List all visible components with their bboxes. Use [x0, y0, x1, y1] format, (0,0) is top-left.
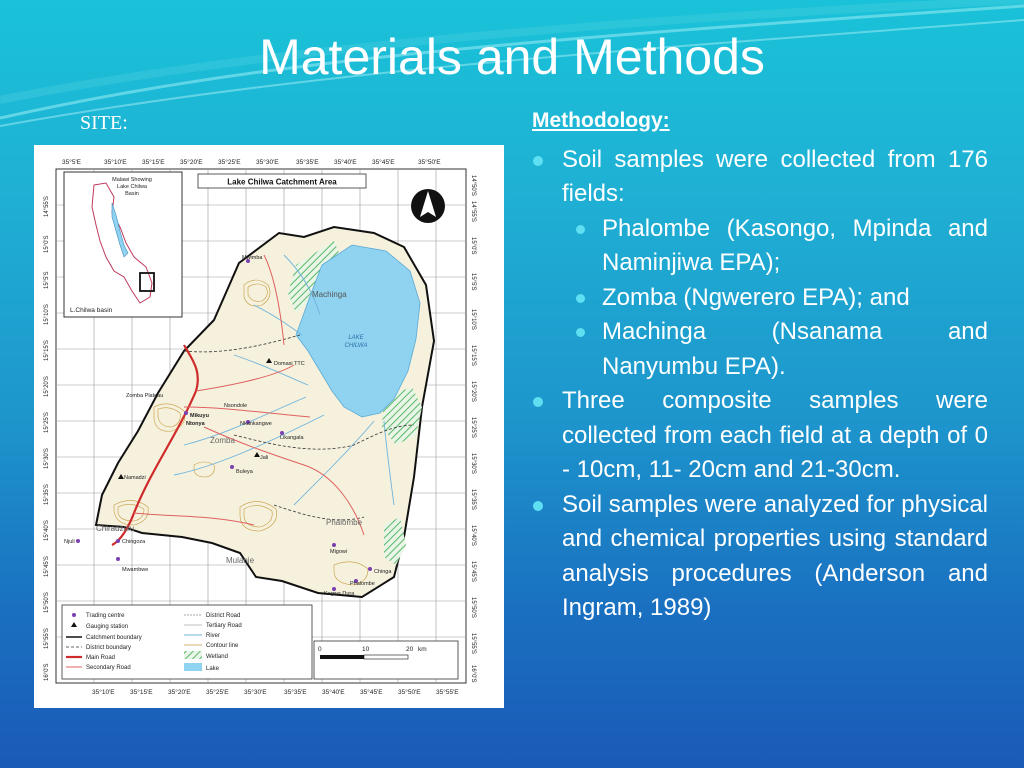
svg-text:15°15'S: 15°15'S	[470, 345, 476, 366]
svg-text:35°20'E: 35°20'E	[168, 689, 191, 696]
svg-text:15°10'S: 15°10'S	[44, 304, 50, 325]
bullet-text: Soil samples were analyzed for physical and chemical properties using standard analysis procedures (Anderson and Ingram, 1989)	[562, 490, 988, 621]
svg-text:Njuli: Njuli	[64, 539, 75, 545]
svg-text:35°55'E: 35°55'E	[436, 689, 459, 696]
svg-text:Nsondole: Nsondole	[224, 403, 248, 409]
svg-text:Lake: Lake	[206, 666, 220, 672]
svg-text:15°25'S: 15°25'S	[470, 417, 476, 438]
svg-text:10: 10	[362, 646, 370, 653]
svg-text:15°50'S: 15°50'S	[470, 597, 476, 618]
svg-text:Kagwa Dura: Kagwa Dura	[324, 591, 355, 597]
sub-bullet-phalombe	[532, 212, 988, 281]
sub-bullet-text: Zomba (Ngwerero EPA); and	[602, 283, 910, 311]
svg-text:km: km	[418, 646, 427, 653]
left-tick-labels	[44, 196, 50, 681]
svg-text:15°30'S: 15°30'S	[470, 453, 476, 474]
map-title: Lake Chilwa Catchment Area	[227, 177, 337, 187]
svg-text:Buleya: Buleya	[236, 469, 253, 475]
svg-text:15°50'S: 15°50'S	[44, 592, 50, 613]
svg-text:14°55'S: 14°55'S	[44, 196, 50, 217]
bullet-icon	[533, 397, 543, 407]
right-tick-labels	[470, 175, 476, 683]
svg-text:35°45'E: 35°45'E	[372, 159, 395, 166]
svg-text:35°50'E: 35°50'E	[418, 159, 441, 166]
svg-text:35°5'E: 35°5'E	[62, 159, 82, 166]
sub-bullet-machinga	[532, 315, 988, 384]
svg-text:15°40'S: 15°40'S	[470, 525, 476, 546]
svg-text:Trading centre: Trading centre	[86, 613, 125, 619]
svg-text:Phalombe: Phalombe	[326, 518, 363, 527]
svg-text:35°45'E: 35°45'E	[360, 689, 383, 696]
svg-text:15°30'S: 15°30'S	[44, 448, 50, 469]
bullet-composite-samples	[532, 384, 988, 488]
svg-text:Mwimba: Mwimba	[242, 255, 263, 261]
svg-text:15°35'S: 15°35'S	[470, 489, 476, 510]
svg-text:35°15'E: 35°15'E	[130, 689, 153, 696]
svg-text:20: 20	[406, 646, 414, 653]
bullet-icon	[576, 294, 585, 303]
svg-text:Mwambwe: Mwambwe	[122, 567, 149, 573]
svg-text:Chinga: Chinga	[374, 569, 392, 575]
svg-text:Wetland: Wetland	[206, 654, 228, 660]
svg-text:Zomba: Zomba	[210, 436, 235, 445]
svg-text:Namadzi: Namadzi	[124, 475, 146, 481]
svg-text:15°55'S: 15°55'S	[470, 633, 476, 654]
bullet-fields	[532, 143, 988, 212]
scale-bar	[314, 641, 458, 679]
svg-text:15°5'S: 15°5'S	[470, 273, 476, 291]
svg-text:15°45'S: 15°45'S	[470, 561, 476, 582]
methodology-heading: Methodology:	[532, 109, 670, 132]
bullet-icon	[576, 328, 585, 337]
bullet-text: Soil samples were collected from 176 fields:	[562, 145, 988, 207]
svg-text:15°10'S: 15°10'S	[470, 309, 476, 330]
svg-text:35°30'E: 35°30'E	[256, 159, 279, 166]
svg-text:CHILWA: CHILWA	[344, 343, 368, 349]
svg-text:15°5'S: 15°5'S	[44, 271, 50, 289]
svg-text:Malawi Showing: Malawi Showing	[112, 177, 152, 183]
svg-text:Chiradzulu: Chiradzulu	[96, 524, 135, 533]
svg-text:Ntonya: Ntonya	[186, 421, 205, 427]
catchment-map	[34, 145, 504, 708]
bullet-text: Three composite samples were collected from each field at a depth of 0 - 10cm, 11- 20cm and 21-30cm.	[562, 387, 988, 483]
svg-text:35°35'E: 35°35'E	[296, 159, 319, 166]
methodology-content	[532, 104, 988, 626]
svg-text:Machinga: Machinga	[312, 290, 347, 299]
svg-text:15°15'S: 15°15'S	[44, 340, 50, 361]
svg-text:15°55'S: 15°55'S	[44, 628, 50, 649]
svg-text:15°25'S: 15°25'S	[44, 412, 50, 433]
svg-text:Domasi TTC: Domasi TTC	[274, 361, 305, 367]
svg-text:35°25'E: 35°25'E	[206, 689, 229, 696]
svg-text:Main Road: Main Road	[86, 655, 116, 661]
svg-text:Tertiary Road: Tertiary Road	[206, 623, 242, 629]
svg-text:Basin: Basin	[125, 191, 139, 197]
svg-text:Migowi: Migowi	[330, 549, 348, 555]
svg-text:35°40'E: 35°40'E	[322, 689, 345, 696]
sub-bullet-text: Machinga (Nsanama and Nanyumbu EPA).	[602, 318, 988, 380]
svg-text:35°30'E: 35°30'E	[244, 689, 267, 696]
svg-text:35°50'E: 35°50'E	[398, 689, 421, 696]
svg-text:Gauging station: Gauging station	[86, 624, 129, 630]
svg-text:15°0'S: 15°0'S	[44, 235, 50, 253]
north-arrow-icon	[411, 189, 445, 223]
inset-map	[64, 172, 182, 317]
svg-text:Likangala: Likangala	[280, 435, 304, 441]
svg-text:District Road: District Road	[206, 613, 241, 619]
svg-text:35°10'E: 35°10'E	[92, 689, 115, 696]
svg-text:Catchment boundary: Catchment boundary	[86, 635, 142, 641]
svg-text:14°50'S: 14°50'S	[470, 175, 476, 196]
svg-text:15°40'S: 15°40'S	[44, 520, 50, 541]
svg-text:Nkankangwe: Nkankangwe	[240, 421, 272, 427]
svg-text:35°40'E: 35°40'E	[334, 159, 357, 166]
svg-text:Chingoza: Chingoza	[122, 539, 146, 545]
svg-text:Zomba Plateau: Zomba Plateau	[126, 393, 164, 399]
bullet-analysis	[532, 488, 988, 626]
svg-text:Secondary Road: Secondary Road	[86, 665, 131, 671]
svg-text:Contour line: Contour line	[206, 643, 239, 649]
bullet-icon	[576, 225, 585, 234]
svg-text:16°0'S: 16°0'S	[470, 665, 476, 683]
svg-text:16°0'S: 16°0'S	[44, 663, 50, 681]
bottom-tick-labels	[92, 688, 459, 696]
svg-text:Jali: Jali	[260, 455, 269, 461]
svg-text:15°20'S: 15°20'S	[44, 376, 50, 397]
svg-text:14°55'S: 14°55'S	[470, 201, 476, 222]
svg-text:Lake Chilwa: Lake Chilwa	[117, 184, 147, 190]
svg-text:15°20'S: 15°20'S	[470, 381, 476, 402]
svg-text:35°15'E: 35°15'E	[142, 159, 165, 166]
svg-text:District boundary: District boundary	[86, 645, 132, 651]
svg-text:35°20'E: 35°20'E	[180, 159, 203, 166]
sub-bullet-text: Phalombe (Kasongo, Mpinda and Naminjiwa EPA);	[602, 214, 988, 276]
svg-text:L.Chilwa basin: L.Chilwa basin	[70, 307, 113, 314]
svg-text:Mikuyu: Mikuyu	[190, 413, 209, 419]
svg-text:0: 0	[318, 646, 322, 653]
svg-text:River: River	[206, 633, 221, 639]
bullet-icon	[533, 501, 543, 511]
map-legend	[62, 605, 312, 679]
slide-title: Materials and Methods	[259, 29, 765, 85]
top-tick-labels	[62, 158, 441, 166]
svg-text:15°35'S: 15°35'S	[44, 484, 50, 505]
svg-text:15°45'S: 15°45'S	[44, 556, 50, 577]
svg-text:15°0'S: 15°0'S	[470, 237, 476, 255]
svg-text:Mulanje: Mulanje	[226, 556, 255, 565]
svg-text:Phalombe: Phalombe	[350, 581, 375, 587]
svg-text:LAKE: LAKE	[348, 335, 364, 341]
svg-text:35°35'E: 35°35'E	[284, 689, 307, 696]
bullet-icon	[533, 156, 543, 166]
site-label: SITE:	[80, 112, 128, 134]
svg-text:35°25'E: 35°25'E	[218, 159, 241, 166]
svg-text:35°10'E: 35°10'E	[104, 159, 127, 166]
sub-bullet-zomba	[532, 281, 988, 316]
